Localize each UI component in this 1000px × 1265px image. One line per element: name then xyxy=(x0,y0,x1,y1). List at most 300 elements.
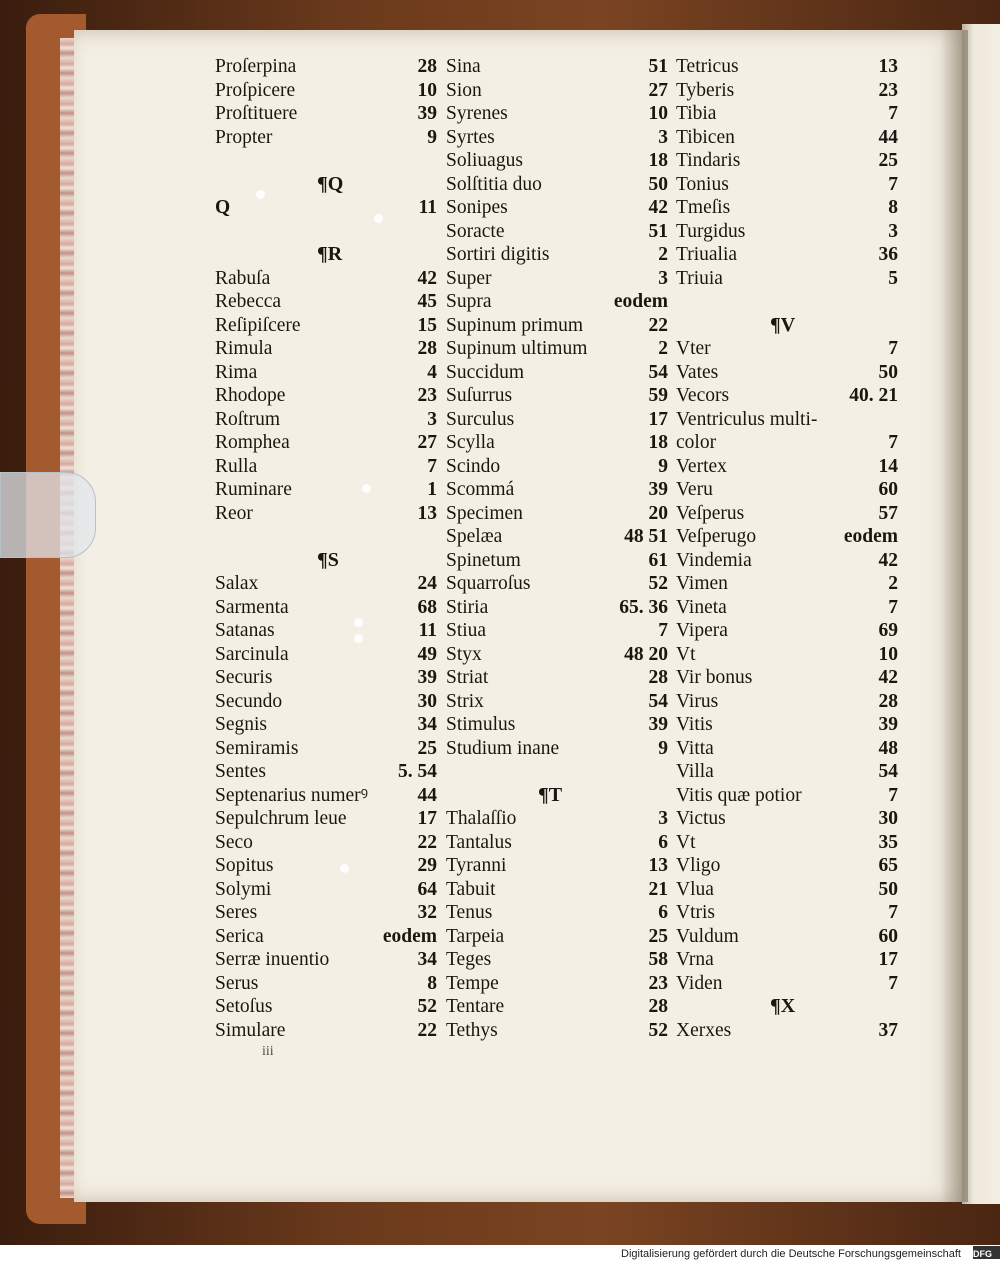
paper-hole xyxy=(374,214,383,223)
index-entry xyxy=(446,831,668,855)
entry-term: Secundo xyxy=(215,690,283,712)
entry-term: Tyranni xyxy=(446,855,507,876)
index-entry xyxy=(215,384,437,408)
entry-page-number: 14 xyxy=(878,455,898,477)
index-entry xyxy=(215,220,437,244)
entry-term: Rulla xyxy=(215,455,258,477)
index-entry xyxy=(215,478,437,502)
entry-page-number: 36 xyxy=(878,244,898,265)
entry-term: Triualia xyxy=(676,244,738,265)
entry-term: Sopitus xyxy=(215,855,274,876)
index-entry xyxy=(215,149,437,173)
index-entry xyxy=(676,549,898,573)
entry-page-number: 30 xyxy=(878,808,898,829)
entry-page-number: 42 xyxy=(648,197,668,218)
index-entry xyxy=(446,596,668,620)
entry-term: Tetricus xyxy=(676,56,739,77)
entry-page-number: 3 xyxy=(427,408,437,430)
entry-term: ¶V xyxy=(770,313,796,336)
entry-page-number: 65 xyxy=(878,855,898,876)
entry-term: Vrna xyxy=(676,949,714,970)
entry-term: Tmeſis xyxy=(676,197,731,218)
entry-term: Triuia xyxy=(676,267,723,289)
entry-term: Ruminare xyxy=(215,479,292,500)
index-entry xyxy=(446,713,668,737)
entry-term: Spelæa xyxy=(446,526,503,547)
entry-page-number: 28 xyxy=(648,667,668,688)
entry-page-number: 34 xyxy=(417,949,437,970)
entry-page-number: 39 xyxy=(878,714,898,735)
index-entry xyxy=(215,525,437,549)
entry-page-number: 3 xyxy=(658,808,668,829)
entry-page-number: 35 xyxy=(878,831,898,853)
entry-page-number: 61 xyxy=(648,549,668,571)
entry-term: ¶Q xyxy=(317,172,344,195)
entry-term: Reſipiſcere xyxy=(215,314,301,336)
entry-page-number: 23 xyxy=(878,79,898,101)
index-entry xyxy=(446,666,668,690)
entry-page-number: 48 xyxy=(878,737,898,759)
entry-page-number: 8 xyxy=(427,972,437,994)
entry-page-number: 7 xyxy=(658,620,668,641)
index-entry xyxy=(446,173,668,197)
entry-term: ¶S xyxy=(317,548,339,571)
entry-term: Tabuit xyxy=(446,878,496,900)
entry-page-number: 48 51 xyxy=(624,526,668,547)
entry-page-number: 69 xyxy=(878,620,898,641)
index-entry xyxy=(676,243,898,267)
footer-text: Digitalisierung gefördert durch die Deutsche Forschungsgemeinschaft xyxy=(621,1248,961,1260)
entry-term: Studium inane xyxy=(446,737,560,759)
entry-term: Proſerpina xyxy=(215,56,297,77)
index-entry xyxy=(446,760,668,784)
index-entry xyxy=(215,502,437,526)
entry-page-number: 22 xyxy=(648,314,668,336)
entry-term: Securis xyxy=(215,667,273,688)
entry-term: Septenarius numerꝰ xyxy=(215,784,369,806)
entry-page-number: 52 xyxy=(648,573,668,594)
entry-term: Squarroſus xyxy=(446,573,531,594)
entry-term: Simulare xyxy=(215,1019,286,1041)
index-entry xyxy=(446,854,668,878)
entry-term: Vt xyxy=(676,643,696,665)
entry-term: Vligo xyxy=(676,855,721,876)
index-entry xyxy=(676,102,898,126)
entry-page-number: 5. 54 xyxy=(398,761,437,782)
entry-term: Vitta xyxy=(676,737,714,759)
entry-term: Scommá xyxy=(446,479,515,500)
entry-page-number: 18 xyxy=(648,150,668,171)
entry-page-number: 44 xyxy=(417,784,437,806)
index-column-1 xyxy=(215,55,437,1042)
entry-page-number: 7 xyxy=(427,455,437,477)
entry-page-number: 23 xyxy=(648,972,668,994)
index-entry xyxy=(676,737,898,761)
index-entry xyxy=(215,290,437,314)
entry-page-number: 10 xyxy=(417,79,437,101)
entry-term: Vipera xyxy=(676,620,728,641)
entry-term: Veſperugo xyxy=(676,526,757,547)
index-entry xyxy=(676,596,898,620)
index-entry xyxy=(676,361,898,385)
index-entry xyxy=(676,831,898,855)
entry-page-number: 7 xyxy=(888,972,898,994)
entry-term: Vitis xyxy=(676,714,713,735)
entry-term: Solſtitia duo xyxy=(446,173,542,195)
entry-page-number: 3 xyxy=(888,220,898,242)
entry-term: ¶R xyxy=(317,243,343,265)
index-entry xyxy=(446,1019,668,1043)
entry-page-number: 28 xyxy=(648,996,668,1017)
entry-page-number: 24 xyxy=(417,573,437,594)
entry-page-number: 2 xyxy=(658,244,668,265)
entry-term: Serica xyxy=(215,925,264,947)
entry-page-number: 60 xyxy=(878,925,898,947)
index-entry xyxy=(446,126,668,150)
entry-page-number: 44 xyxy=(878,126,898,148)
entry-term: Tarpeia xyxy=(446,925,505,947)
entry-term: Tyberis xyxy=(676,79,735,101)
entry-page-number: 5 xyxy=(888,267,898,289)
index-entry xyxy=(676,925,898,949)
entry-term: Sion xyxy=(446,79,482,101)
entry-page-number: 11 xyxy=(418,620,437,641)
index-entry xyxy=(676,196,898,220)
entry-page-number: 10 xyxy=(648,103,668,124)
entry-page-number: 45 xyxy=(417,291,437,312)
entry-page-number: 22 xyxy=(417,1019,437,1041)
index-entry xyxy=(215,972,437,996)
entry-term: Veſperus xyxy=(676,502,745,524)
index-entry xyxy=(215,408,437,432)
index-entry xyxy=(446,220,668,244)
entry-term: Tethys xyxy=(446,1019,498,1041)
index-entry xyxy=(676,149,898,173)
index-entry xyxy=(446,290,668,314)
section-header xyxy=(215,549,437,573)
entry-page-number: 15 xyxy=(417,314,437,336)
index-entry xyxy=(676,972,898,996)
entry-page-number: 51 xyxy=(648,220,668,242)
entry-page-number: 27 xyxy=(417,432,437,453)
index-entry xyxy=(446,525,668,549)
entry-page-number: 2 xyxy=(658,338,668,359)
index-entry xyxy=(446,690,668,714)
entry-page-number: 3 xyxy=(658,267,668,289)
index-entry xyxy=(446,925,668,949)
entry-term: Vineta xyxy=(676,596,727,618)
index-entry xyxy=(676,901,898,925)
entry-term: color xyxy=(676,432,717,453)
entry-term: Tantalus xyxy=(446,831,512,853)
entry-page-number: 29 xyxy=(417,855,437,876)
entry-term: Super xyxy=(446,267,492,289)
plastic-bookmark-strip xyxy=(0,472,96,558)
entry-term: Xerxes xyxy=(676,1019,732,1041)
entry-page-number: 25 xyxy=(878,150,898,171)
entry-term: Vertex xyxy=(676,455,727,477)
entry-term: Sonipes xyxy=(446,197,508,218)
entry-term: Striat xyxy=(446,667,489,688)
entry-page-number: 65. 36 xyxy=(619,596,668,618)
entry-page-number: 6 xyxy=(658,902,668,923)
index-entry xyxy=(676,878,898,902)
entry-term: Surculus xyxy=(446,408,515,430)
entry-page-number: 7 xyxy=(888,338,898,359)
entry-term: Supinum ultimum xyxy=(446,338,588,359)
index-entry xyxy=(446,149,668,173)
index-entry xyxy=(676,455,898,479)
index-entry xyxy=(446,455,668,479)
index-entry xyxy=(446,79,668,103)
entry-page-number: 54 xyxy=(648,361,668,383)
index-entry xyxy=(676,713,898,737)
index-entry xyxy=(446,643,668,667)
index-entry xyxy=(446,619,668,643)
entry-term: Thalaſſio xyxy=(446,808,517,829)
entry-page-number: 39 xyxy=(417,103,437,124)
index-entry xyxy=(215,126,437,150)
entry-page-number: 13 xyxy=(648,855,668,876)
entry-page-number: 4 xyxy=(427,361,437,383)
entry-term: Scindo xyxy=(446,455,501,477)
entry-page-number: 42 xyxy=(878,549,898,571)
entry-page-number: 13 xyxy=(878,56,898,77)
entry-term: Supinum primum xyxy=(446,314,584,336)
paper-hole xyxy=(362,484,371,493)
entry-page-number: 9 xyxy=(658,737,668,759)
entry-page-number: 25 xyxy=(417,737,437,759)
entry-page-number: 17 xyxy=(648,408,668,430)
entry-term: Syrenes xyxy=(446,103,508,124)
index-entry xyxy=(446,408,668,432)
index-entry xyxy=(446,384,668,408)
entry-term: Teges xyxy=(446,949,492,970)
footer-bar xyxy=(0,1245,1000,1265)
entry-page-number: eodem xyxy=(843,526,898,547)
entry-term: Soliuagus xyxy=(446,150,523,171)
entry-page-number: eodem xyxy=(382,925,437,947)
marbled-endpaper xyxy=(60,38,74,1198)
entry-page-number: 68 xyxy=(417,596,437,618)
index-entry xyxy=(215,361,437,385)
entry-term: Styx xyxy=(446,643,482,665)
index-entry xyxy=(676,431,898,455)
entry-page-number: 28 xyxy=(417,338,437,359)
index-entry xyxy=(215,807,437,831)
index-entry xyxy=(215,596,437,620)
entry-term: Serræ inuentio xyxy=(215,949,330,970)
entry-term: Seco xyxy=(215,831,253,853)
index-entry xyxy=(446,431,668,455)
entry-term: Sortiri digitis xyxy=(446,244,550,265)
index-entry xyxy=(215,878,437,902)
entry-page-number: 50 xyxy=(878,361,898,383)
index-entry xyxy=(215,901,437,925)
index-entry xyxy=(215,854,437,878)
entry-term: Veru xyxy=(676,479,713,500)
paper-hole xyxy=(354,634,363,643)
index-entry xyxy=(446,478,668,502)
entry-page-number: 39 xyxy=(648,714,668,735)
entry-term: Turgidus xyxy=(676,220,746,242)
index-entry xyxy=(676,572,898,596)
entry-page-number: 58 xyxy=(648,949,668,970)
index-entry xyxy=(676,619,898,643)
index-entry xyxy=(215,713,437,737)
index-entry xyxy=(446,337,668,361)
entry-term: Specimen xyxy=(446,502,523,524)
entry-term: Soracte xyxy=(446,220,505,242)
index-entry xyxy=(676,408,898,432)
index-entry xyxy=(676,760,898,784)
entry-page-number: 28 xyxy=(417,56,437,77)
index-entry xyxy=(676,502,898,526)
index-entry xyxy=(446,878,668,902)
index-entry xyxy=(446,549,668,573)
index-entry xyxy=(446,55,668,79)
index-entry xyxy=(446,807,668,831)
entry-term: Rimula xyxy=(215,338,273,359)
index-entry xyxy=(446,737,668,761)
section-header xyxy=(676,314,898,338)
index-entry xyxy=(676,267,898,291)
index-column-2 xyxy=(446,55,668,1042)
entry-page-number: 17 xyxy=(878,949,898,970)
entry-page-number: 60 xyxy=(878,479,898,500)
entry-term: Serus xyxy=(215,972,259,994)
entry-page-number: 7 xyxy=(888,432,898,453)
entry-term: Tenus xyxy=(446,902,493,923)
index-entry xyxy=(676,220,898,244)
entry-page-number: 1 xyxy=(427,479,437,500)
entry-page-number: 34 xyxy=(417,714,437,735)
entry-term: Rhodope xyxy=(215,385,286,406)
entry-page-number: 42 xyxy=(878,667,898,688)
index-entry xyxy=(215,455,437,479)
entry-term: Vter xyxy=(676,338,711,359)
entry-page-number: 64 xyxy=(417,878,437,900)
index-entry xyxy=(446,361,668,385)
entry-term: Vuldum xyxy=(676,925,739,947)
section-header xyxy=(215,173,437,197)
entry-term: Proſtituere xyxy=(215,103,298,124)
entry-page-number: 30 xyxy=(417,690,437,712)
entry-page-number: eodem xyxy=(613,291,668,312)
entry-term: Villa xyxy=(676,761,714,782)
entry-term: Virus xyxy=(676,690,719,712)
entry-term: Sarcinula xyxy=(215,643,289,665)
entry-page-number: 7 xyxy=(888,173,898,195)
entry-term: Syrtes xyxy=(446,126,495,148)
index-entry xyxy=(215,925,437,949)
entry-term: Vlua xyxy=(676,878,714,900)
entry-page-number: 8 xyxy=(888,197,898,218)
entry-term: Vecors xyxy=(676,385,730,406)
entry-term: Sentes xyxy=(215,761,266,782)
entry-page-number: 9 xyxy=(658,455,668,477)
index-entry xyxy=(446,267,668,291)
index-entry xyxy=(215,690,437,714)
index-entry xyxy=(215,831,437,855)
entry-page-number: 52 xyxy=(417,996,437,1017)
index-entry xyxy=(215,619,437,643)
entry-page-number: 49 xyxy=(417,643,437,665)
index-entry xyxy=(676,525,898,549)
entry-page-number: 7 xyxy=(888,103,898,124)
entry-page-number: 52 xyxy=(648,1019,668,1041)
entry-term: Roſtrum xyxy=(215,408,281,430)
index-entry xyxy=(676,290,898,314)
index-entry xyxy=(676,173,898,197)
index-entry xyxy=(676,854,898,878)
entry-term: Semiramis xyxy=(215,737,299,759)
entry-page-number: 21 xyxy=(648,878,668,900)
entry-term: Succidum xyxy=(446,361,524,383)
entry-page-number: 39 xyxy=(417,667,437,688)
entry-page-number: 32 xyxy=(417,902,437,923)
index-entry xyxy=(676,643,898,667)
entry-page-number: 17 xyxy=(417,808,437,829)
entry-page-number: 54 xyxy=(878,761,898,782)
index-entry xyxy=(446,102,668,126)
entry-term: Salax xyxy=(215,573,259,594)
entry-term: Stimulus xyxy=(446,714,516,735)
entry-term: Stiria xyxy=(446,596,489,618)
gutter-shadow xyxy=(940,30,968,1202)
entry-page-number: 9 xyxy=(427,126,437,148)
entry-page-number: 13 xyxy=(417,502,437,524)
entry-term: ¶T xyxy=(538,783,563,806)
entry-term: Vir bonus xyxy=(676,667,753,688)
index-entry xyxy=(676,807,898,831)
index-column-3 xyxy=(676,55,898,1042)
entry-page-number: 3 xyxy=(658,126,668,148)
index-entry xyxy=(215,267,437,291)
entry-term: Suſurrus xyxy=(446,385,513,406)
entry-term: Strix xyxy=(446,690,484,712)
entry-term: Supra xyxy=(446,291,492,312)
entry-term: Romphea xyxy=(215,432,290,453)
index-entry xyxy=(215,314,437,338)
index-entry xyxy=(676,55,898,79)
index-entry xyxy=(446,995,668,1019)
entry-term: Tonius xyxy=(676,173,729,195)
index-entry xyxy=(446,572,668,596)
entry-page-number: 28 xyxy=(878,690,898,712)
entry-term: Rebecca xyxy=(215,291,282,312)
entry-page-number: 42 xyxy=(417,267,437,289)
entry-page-number: 20 xyxy=(648,502,668,524)
entry-page-number: 18 xyxy=(648,432,668,453)
index-entry xyxy=(215,784,437,808)
signature-mark: iii xyxy=(262,1044,274,1059)
index-entry xyxy=(215,196,437,220)
index-entry xyxy=(446,196,668,220)
entry-term: Tempe xyxy=(446,972,499,994)
entry-term: Rabuſa xyxy=(215,267,271,289)
index-entry xyxy=(215,337,437,361)
entry-term: Q xyxy=(215,197,231,218)
index-entry xyxy=(215,55,437,79)
section-header xyxy=(215,243,437,267)
entry-page-number: 11 xyxy=(418,197,437,218)
index-entry xyxy=(215,995,437,1019)
entry-term: ¶X xyxy=(770,995,796,1017)
entry-term: Vindemia xyxy=(676,549,752,571)
entry-term: Reor xyxy=(215,502,253,524)
entry-page-number: 59 xyxy=(648,385,668,406)
